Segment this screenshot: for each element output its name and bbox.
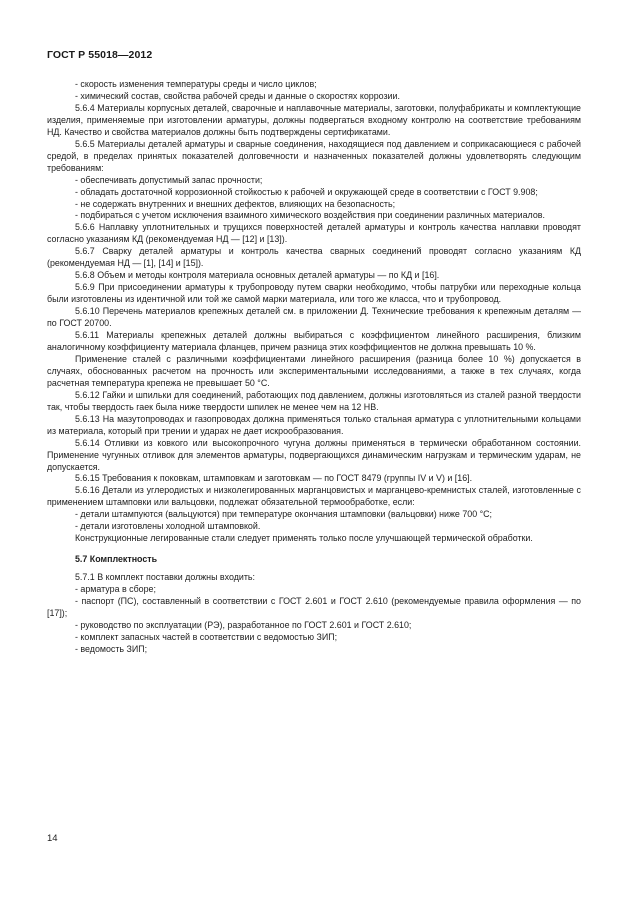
paragraph: 5.6.12 Гайки и шпильки для соединений, работающих под давлением, должны изготовляться из сталей разной твердости так, чтобы твердость гаек была ниже твердости шпилек не менее чем на 12 НВ. — [47, 389, 581, 412]
paragraph: 5.6.10 Перечень материалов крепежных деталей см. в приложении Д. Технические требования к крепежным деталям — по ГОСТ 20700. — [47, 306, 581, 329]
paragraph: 5.6.16 Детали из углеродистых и низколегированных марганцовистых и марганцево-кремнистых сталей, изготовленные с применением штамповки или вальцовки, подлежат обязательной термообработке, если: — [47, 485, 581, 508]
paragraph: 5.6.9 При присоединении арматуры к трубопроводу путем сварки необходимо, чтобы патрубки или переходные кольца были изготовлены из идентичной или той же самой марки материала, или того же класса, что и трубопровод. — [47, 282, 581, 305]
list-item: - не содержать внутренних и внешних дефектов, влияющих на безопасность; — [75, 198, 396, 209]
paragraph: 5.6.11 Материалы крепежных деталей должны выбираться с коэффициентом линейного расширения, близким аналогичному коэффициенту материала фланцев, причем разница этих коэффициентов не должна превышать 10 %. — [47, 330, 581, 352]
paragraph: 5.6.6 Наплавку уплотнительных и трущихся поверхностей деталей арматуры и контроль качества наплавки проводят согласно указаниям КД (рекомендуемая НД — [12] и [13]). — [47, 222, 581, 245]
paragraph: Применение сталей с различными коэффициентами линейного расширения (разница более 10 %) допускается в случаях, обоснованных расчетом на прочность или экспериментальными исследованиями, а также в тех случаях, когда расчетная температура крепежа не превышает 50 °С. — [47, 353, 581, 388]
paragraph: 5.6.13 На мазутопроводах и газопроводах должна применяться только стальная арматура с уплотнительными кольцами из материала, который при трении и ударах не дает искрообразования. — [47, 413, 581, 436]
list-item: - руководство по эксплуатации (РЭ), разработанное по ГОСТ 2.601 и ГОСТ 2.610; — [75, 619, 412, 630]
section-heading: 5.7 Комплектность — [75, 554, 158, 565]
paragraph: - обладать достаточной коррозионной стойкостью к рабочей и окружающей среде в соответствии с ГОСТ 9.908; — [75, 186, 538, 197]
paragraph: Конструкционные легированные стали следует применять только после улучшающей термической обработки. — [75, 533, 533, 544]
list-item: - детали штампуются (вальцуются) при температуре окончания штамповки (вальцовки) ниже 700 °С; — [75, 509, 493, 520]
paragraph: - подбираться с учетом исключения взаимного химического воздействия при соединении различных материалов. — [75, 210, 545, 221]
document-header: ГОСТ Р 55018—2012 — [47, 49, 153, 61]
paragraph: 5.6.15 Требования к поковкам, штамповкам и заготовкам — по ГОСТ 8479 (группы IV и V) и [16]. — [75, 473, 473, 484]
list-item: - ведомость ЗИП; — [75, 643, 148, 654]
list-item: - комплект запасных частей в соответствии с ведомостью ЗИП; — [75, 631, 338, 642]
list-item: - химический состав, свойства рабочей среды и данные о скоростях коррозии. — [75, 90, 400, 101]
list-item: - обеспечивать допустимый запас прочности; — [75, 174, 263, 185]
paragraph: 5.6.4 Материалы корпусных деталей, сварочные и наплавочные материалы, заготовки, полуфабрикаты и комплектующие изделия, применяемые при изготовлении арматуры, должны подвергаться входному контролю на соответствие требованиям НД. Качество и свойства материалов должны быть подтверждены сертификатами. — [47, 102, 581, 137]
list-item: - детали изготовлены холодной штамповкой. — [75, 521, 261, 532]
paragraph: 5.6.14 Отливки из ковкого или высокопрочного чугуна должны применяться в термически обработанном состоянии. Применение чугунных отливок для элементов арматуры, подвергающихся динамическим нагрузкам и термическим ударам, не допускается. — [47, 437, 581, 472]
paragraph: 5.6.7 Сварку деталей арматуры и контроль качества сварных соединений проводят согласно указаниям КД (рекомендуемая НД — [1], [14] и [15]). — [47, 246, 581, 269]
list-item: 5.7.1 В комплект поставки должны входить: — [75, 572, 256, 583]
paragraph: 5.6.8 Объем и методы контроля материала основных деталей арматуры — по КД и [16]. — [75, 270, 440, 281]
list-item: - арматура в сборе; — [75, 584, 156, 595]
paragraph: - паспорт (ПС), составленный в соответствии с ГОСТ 2.601 и ГОСТ 2.610 (рекомендуемые правила оформления — по [17]); — [47, 596, 581, 618]
list-item: - скорость изменения температуры среды и число циклов; — [75, 79, 317, 89]
document-body — [47, 79, 581, 656]
page-number: 14 — [47, 833, 58, 844]
paragraph: 5.6.5 Материалы деталей арматуры и сварные соединения, находящиеся под давлением и соприкасающиеся с рабочей средой, в пределах принятых показателей долговечности и назначенных показателей должны удовлетворять следующим требованиям: — [47, 138, 581, 173]
